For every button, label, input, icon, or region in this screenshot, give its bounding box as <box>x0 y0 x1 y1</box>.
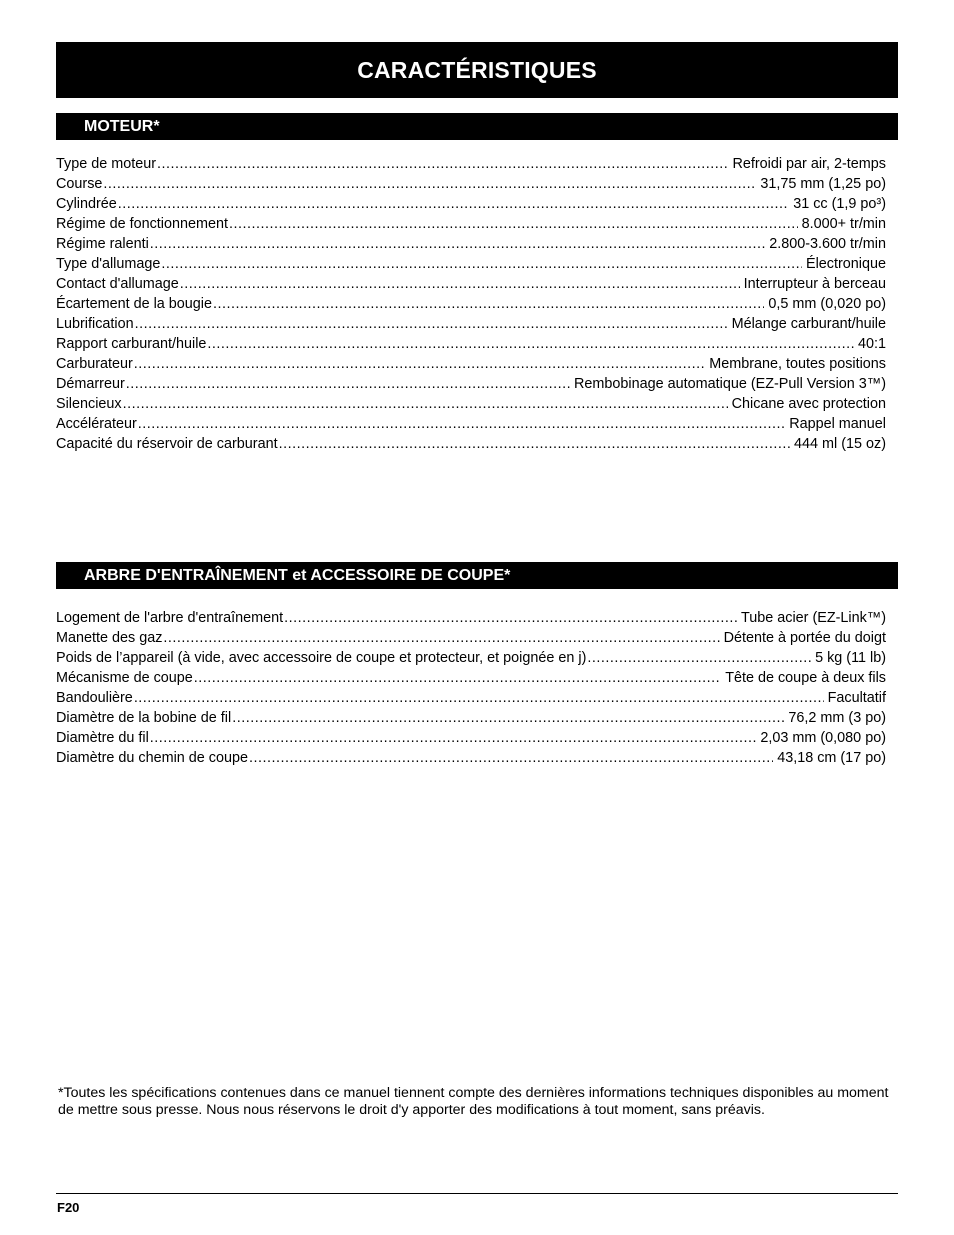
drive-section-header <box>56 562 898 589</box>
spec-label: Régime de fonctionnement <box>56 216 228 232</box>
spec-row <box>56 628 886 648</box>
spec-row <box>56 608 886 628</box>
page-title: CARACTÉRISTIQUES <box>357 56 597 83</box>
spec-value: 444 ml (15 oz) <box>794 436 886 452</box>
spec-value: 2.800-3.600 tr/min <box>769 236 886 252</box>
drive-spec-list <box>56 608 886 768</box>
dot-leader <box>232 708 784 728</box>
spec-row <box>56 274 886 294</box>
dot-leader <box>180 274 740 294</box>
spec-label: Carburateur <box>56 356 133 372</box>
spec-row <box>56 394 886 414</box>
spec-row <box>56 334 886 354</box>
dot-leader <box>157 154 728 174</box>
spec-label: Accélérateur <box>56 416 137 432</box>
dot-leader <box>249 748 773 768</box>
dot-leader <box>150 234 765 254</box>
spec-row <box>56 174 886 194</box>
spec-label: Mécanisme de coupe <box>56 670 193 686</box>
dot-leader <box>134 688 824 708</box>
spec-value: Chicane avec protection <box>731 396 886 412</box>
dot-leader <box>103 174 756 194</box>
dot-leader <box>163 628 719 648</box>
spec-label: Silencieux <box>56 396 122 412</box>
spec-row <box>56 708 886 728</box>
spec-value: Détente à portée du doigt <box>723 630 886 646</box>
spec-row <box>56 434 886 454</box>
spec-value: Tube acier (EZ-Link™) <box>740 610 886 626</box>
spec-value: Mélange carburant/huile <box>731 316 886 332</box>
spec-label: Type d'allumage <box>56 256 161 272</box>
spec-label: Régime ralenti <box>56 236 149 252</box>
spec-label: Démarreur <box>56 376 125 392</box>
dot-leader <box>194 668 721 688</box>
spec-label: Diamètre du chemin de coupe <box>56 750 248 766</box>
spec-value: Refroidi par air, 2-temps <box>732 156 886 172</box>
engine-section-title: MOTEUR* <box>84 117 160 135</box>
footer-rule <box>56 1193 898 1194</box>
spec-value: Rembobinage automatique (EZ-Pull Version 3™) <box>574 376 886 392</box>
spec-value: 31,75 mm (1,25 po) <box>760 176 886 192</box>
engine-spec-list <box>56 154 886 454</box>
spec-label: Capacité du réservoir de carburant <box>56 436 278 452</box>
dot-leader <box>284 608 737 628</box>
spec-label: Contact d'allumage <box>56 276 179 292</box>
dot-leader <box>118 194 789 214</box>
dot-leader <box>229 214 798 234</box>
dot-leader <box>213 294 764 314</box>
spec-value: Membrane, toutes positions <box>709 356 886 372</box>
dot-leader <box>135 314 728 334</box>
spec-row <box>56 254 886 274</box>
spec-row <box>56 688 886 708</box>
page-number: F20 <box>57 1200 80 1215</box>
spec-row <box>56 728 886 748</box>
dot-leader <box>138 414 785 434</box>
engine-section-header <box>56 113 898 140</box>
dot-leader <box>126 374 570 394</box>
spec-row <box>56 648 886 668</box>
spec-row <box>56 154 886 174</box>
spec-label: Poids de l’appareil (à vide, avec accessoire de coupe et protecteur, et poignée en j) <box>56 650 587 666</box>
dot-leader <box>279 434 790 454</box>
spec-label: Cylindrée <box>56 196 117 212</box>
drive-section-title: ARBRE D'ENTRAÎNEMENT et ACCESSOIRE DE COUPE* <box>84 566 511 584</box>
dot-leader <box>161 254 802 274</box>
spec-value: Électronique <box>806 256 886 272</box>
spec-row <box>56 374 886 394</box>
spec-value: 0,5 mm (0,020 po) <box>768 296 886 312</box>
spec-value: 5 kg (11 lb) <box>815 650 886 666</box>
spec-label: Logement de l'arbre d'entraînement <box>56 610 284 626</box>
spec-value: 43,18 cm (17 po) <box>777 750 886 766</box>
spec-label: Manette des gaz <box>56 630 163 646</box>
spec-value: Rappel manuel <box>789 416 886 432</box>
spec-value: Facultatif <box>827 690 886 706</box>
spec-value: 40:1 <box>857 336 886 352</box>
dot-leader <box>134 354 705 374</box>
spec-label: Diamètre du fil <box>56 730 149 746</box>
spec-label: Lubrification <box>56 316 134 332</box>
spec-label: Diamètre de la bobine de fil <box>56 710 232 726</box>
spec-row <box>56 294 886 314</box>
dot-leader <box>123 394 728 414</box>
dot-leader <box>150 728 757 748</box>
spec-row <box>56 314 886 334</box>
spec-row <box>56 214 886 234</box>
spec-row <box>56 194 886 214</box>
spec-value: 8.000+ tr/min <box>801 216 886 232</box>
spec-row <box>56 748 886 768</box>
spec-row <box>56 354 886 374</box>
footnote: *Toutes les spécifications contenues dans ce manuel tiennent compte des dernières informations techniques disponibles au moment de mettre sous presse. Nous nous réservons le droit d'y apporter des modifications à tout moment, sans préavis. <box>58 1085 889 1118</box>
spec-label: Rapport carburant/huile <box>56 336 207 352</box>
spec-value: 31 cc (1,9 po³) <box>793 196 886 212</box>
spec-value: Interrupteur à berceau <box>743 276 886 292</box>
dot-leader <box>207 334 854 354</box>
page-title-bar <box>56 42 898 98</box>
spec-row <box>56 234 886 254</box>
spec-label: Bandoulière <box>56 690 133 706</box>
spec-value: Tête de coupe à deux fils <box>725 670 886 686</box>
spec-value: 76,2 mm (3 po) <box>788 710 886 726</box>
spec-label: Écartement de la bougie <box>56 296 212 312</box>
spec-row <box>56 668 886 688</box>
spec-label: Course <box>56 176 103 192</box>
dot-leader <box>587 648 811 668</box>
spec-label: Type de moteur <box>56 156 156 172</box>
spec-row <box>56 414 886 434</box>
spec-value: 2,03 mm (0,080 po) <box>760 730 886 746</box>
